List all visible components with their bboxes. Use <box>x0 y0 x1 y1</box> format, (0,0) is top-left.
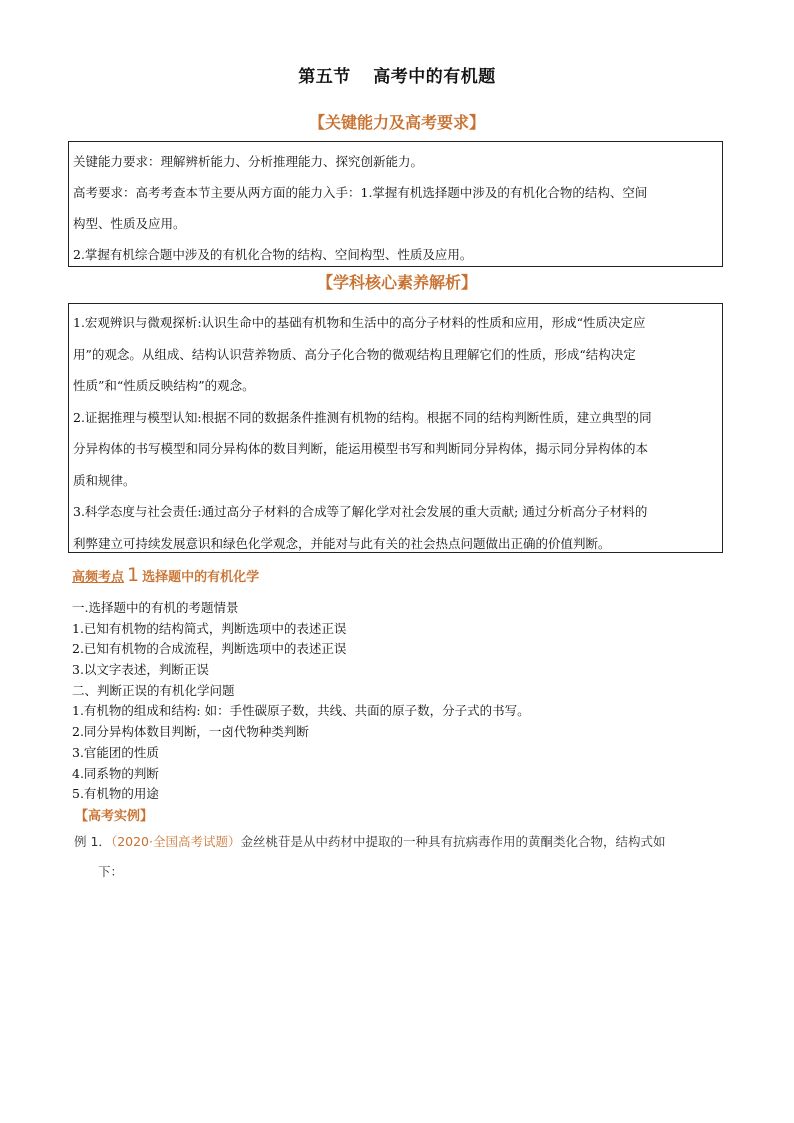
key-ability-box <box>68 141 723 267</box>
section-name: 高考中的有机题 <box>373 67 496 87</box>
box-line: 利弊建立可持续发展意识和绿色化学观念，并能对与此有关的社会热点问题做出正确的价值判断。 <box>73 535 611 551</box>
section-number: 第五节 <box>298 67 351 87</box>
example-label: 例 1． <box>74 834 111 849</box>
exam-examples-heading: 【高考实例】 <box>75 809 154 824</box>
key-ability-heading: 【关键能力及高考要求】 <box>308 113 485 132</box>
knowledge-list <box>72 598 530 805</box>
box-line: 高考要求：高考考查本节主要从两方面的能力入手：1.掌握有机选择题中涉及的有机化合物的结构、空间 <box>73 185 648 200</box>
list-item: 2.同分异构体数目判断，一卤代物种类判断 <box>72 724 309 740</box>
example-line <box>74 832 724 852</box>
box-line: 1.宏观辨识与微观探析:认识生命中的基础有机物和生活中的高分子材料的性质和应用，形成“性质决定应 <box>73 315 646 330</box>
list-item: 5.有机物的用途 <box>72 786 159 802</box>
example-continuation: 下： <box>98 864 124 879</box>
list-item: 1.已知有机物的结构简式，判断选项中的表述正误 <box>72 620 347 636</box>
core-literacy-box <box>68 303 723 553</box>
box-line: 用”的观念。从组成、结构认识营养物质、高分子化合物的微观结构且理解它们的性质，形成“结构决定 <box>73 346 636 362</box>
core-literacy-heading: 【学科核心素养解析】 <box>316 273 477 292</box>
example-source: （2020·全国高考试题） <box>110 834 241 849</box>
box-line: 关键能力要求：理解辨析能力、分析推理能力、探究创新能力。 <box>73 154 424 169</box>
box-line: 质和规律。 <box>73 472 136 488</box>
list-item: 2.已知有机物的合成流程，判断选项中的表述正误 <box>72 641 347 657</box>
box-line: 性质”和“性质反映结构”的观念。 <box>73 378 255 393</box>
list-item: 4.同系物的判断 <box>72 765 159 781</box>
box-line: 2.掌握有机综合题中涉及的有机化合物的结构、空间构型、性质及应用。 <box>73 247 473 262</box>
box-line: 3.科学态度与社会责任:通过高分子材料的合成等了解化学对社会发展的重大贡献; 通过分析高分子材料的 <box>73 504 648 519</box>
kaodian-heading <box>72 564 259 586</box>
box-line: 2.证据推理与模型认知:根据不同的数据条件推测有机物的结构。根据不同的结构判断性质，建立典型的同 <box>73 409 652 425</box>
box-line: 构型、性质及应用。 <box>73 216 186 231</box>
box-line: 分异构体的书写模型和同分异构体的数目判断，能运用模型书写和判断同分异构体，揭示同分异构体的本 <box>73 441 649 456</box>
list-item: 一.选择题中的有机的考题情景 <box>72 600 239 615</box>
list-item: 3.官能团的性质 <box>72 744 159 760</box>
list-item: 1.有机物的组成和结构: 如：手性碳原子数，共线、共面的原子数，分子式的书写。 <box>72 703 530 719</box>
list-item: 二、判断正误的有机化学问题 <box>72 682 235 698</box>
kaodian-prefix: 高频考点 <box>72 570 125 585</box>
kaodian-title: 选择题中的有机化学 <box>142 570 260 585</box>
list-item: 3.以文字表述，判断正误 <box>72 662 209 678</box>
example-question <box>74 832 724 882</box>
page-title <box>0 62 794 87</box>
kaodian-number: 1 <box>127 564 140 586</box>
example-text: 金丝桃苷是从中药材中提取的一种具有抗病毒作用的黄酮类化合物，结构式如 <box>240 834 666 849</box>
